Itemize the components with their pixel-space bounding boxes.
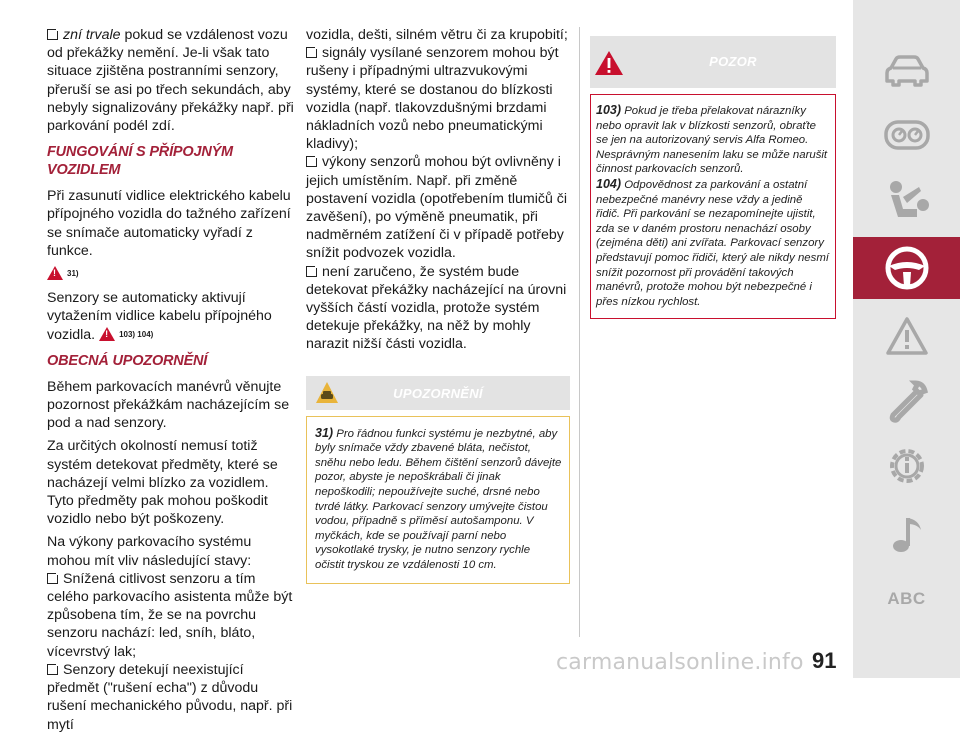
paragraph-general-3: Na výkony parkovacího systému mohou mít vliv následující stavy:	[47, 534, 252, 569]
car-icon	[883, 54, 931, 88]
sidebar-item-index[interactable]	[853, 568, 960, 630]
gear-info-icon	[884, 443, 930, 489]
bullet-ultrasonic-interference: signály vysílané senzorem mohou být rušeny i případnými ultrazvukovými systémy, které se dostanou do blízkosti vozidla (např. tlakovzdušnými brzdami nákladních vozů nebo pneumatickými kladivy);	[306, 45, 559, 153]
bullet-echo-interference: Senzory detekují neexistující předmět ("rušení echa") z důvodu rušení mechanického původu, např. při mytí	[47, 661, 293, 733]
warning-triangle-icon	[47, 266, 63, 280]
heading-general-warnings: OBECNÁ UPOZORNĚNÍ	[47, 352, 208, 369]
paragraph-trailer-1: Při zasunutí vidlice elektrického kabelu přípojného vozidla do tažného zařízení se snímače automaticky vyřadí z funkce.	[47, 188, 291, 259]
warning-103: 103) Pokud je třeba přelakovat nárazníky nebo opravit lak v blízkosti senzorů, obraťte se jen na autorizovaný servis Alfa Romeo. Nesprávným nanesením laku se může narušit činnost parkovacích senzorů.	[596, 103, 828, 176]
bullet-icon	[306, 156, 317, 167]
paragraph-continued: vozidla, dešti, silném větru či za krupobití;	[306, 27, 568, 43]
warning-box-header	[590, 36, 836, 88]
paragraph-sound-continuous: zní trvale pokud se vzdálenost vozu od překážky nemění. Je-li však tato situace zjištěna postranními senzory, přeruší se asi po třech sekundách, aby nebyly signalizovány překážky např. při parkování podél zdí.	[47, 27, 294, 135]
watermark: carmanualsonline.info	[556, 650, 804, 675]
warning-104: 104) Odpovědnost za parkování a ostatní nebezpečné manévry nese vždy a jedině řidič. Při parkování se nezapomínejte ujistit, zda se v daném prostoru nenachází osoby (zejména děti) ani zvířata. Parkovací senzory představují pomoc řidiči, který ale nikdy nesmí snížit pozornost při provádění takových manévrů, protože mohou být nebezpečné i přes nízkou rychlost.	[596, 176, 829, 308]
sidebar-item-emergency[interactable]	[853, 305, 960, 367]
sidebar-item-safety[interactable]	[853, 170, 960, 232]
bullet-icon	[306, 47, 317, 58]
sidebar-item-dashboard[interactable]	[853, 104, 960, 166]
note-box-header	[306, 376, 570, 410]
dashboard-gauges-icon	[883, 118, 931, 152]
sidebar-item-car[interactable]	[853, 40, 960, 102]
warning-triangle-icon	[99, 327, 115, 341]
paragraph-general-2: Za určitých okolností nemusí totiž systém detekovat předměty, které se nacházejí velmi blízko za vozidlem. Tyto předměty pak mohou poškodit vozidlo nebo být poškozeny.	[47, 438, 278, 528]
index-abc-label: ABC	[887, 589, 926, 608]
bullet-not-guaranteed: není zaručeno, že systém bude detekovat překážky nacházející na úrovni vyšších částí vozidla, protože systém detekuje překážky, na něž by mohly narazit nižší části vozidla.	[306, 263, 567, 353]
warning-box-body	[590, 94, 836, 319]
steering-wheel-icon	[883, 244, 931, 292]
ref-103-104[interactable]: 103) 104)	[119, 329, 154, 339]
bullet-icon	[47, 573, 58, 584]
music-note-icon	[887, 512, 927, 556]
ref-31[interactable]: !31)	[47, 265, 297, 283]
note-box-title: UPOZORNĚNÍ	[393, 385, 483, 401]
bullet-icon	[47, 29, 58, 40]
column-divider	[579, 27, 580, 637]
bullet-icon	[306, 266, 317, 277]
note-box-body: 31) Pro řádnou funkci systému je nezbytné, aby byly snímače vždy zbavené bláta, nečistot, sněhu nebo ledu. Během čištění senzorů dávejte pozor, abyste je nepoškrábali či jinak nepoškodili; nepoužívejte suché, drsné nebo tvrdé látky. Parkovací senzory umývejte čistou vodou, případně s příměsí autošamponu. V myčkách, kde se používají parní nebo vysokotlaké trysky, je nutno senzory rychle očistit tryskou ze vzdálenosti 10 cm.	[306, 416, 570, 584]
chapter-sidebar	[853, 0, 960, 678]
wrench-icon	[885, 379, 929, 423]
note-number: 31)	[315, 425, 334, 440]
paragraph-general-1: Během parkovacích manévrů věnujte pozornost překážkám nacházejícím se pod a nad senzory.	[47, 378, 290, 432]
bullet-sensor-position: výkony senzorů mohou být ovlivněny i jejich umístěním. Např. při změně postavení vozidla (opotřebením tlumičů či zavěšení), po výměně pneumatik, při nadměrném zatížení či v případě potřeby snížit podvozek vozidla.	[306, 154, 568, 262]
text-column-left	[47, 26, 297, 734]
sidebar-item-multimedia[interactable]	[853, 503, 960, 565]
warning-triangle-icon	[885, 316, 929, 356]
seat-airbag-icon	[883, 179, 931, 223]
text-column-middle	[306, 26, 570, 584]
bullet-reduced-sensitivity: Snížená citlivost senzoru a tím celého parkovacího asistenta může být způsobena tím, že se na povrchu senzoru nachází: led, sníh, bláto, vícevrstvý lak;	[47, 570, 293, 660]
sidebar-item-driving[interactable]	[853, 237, 960, 299]
bullet-icon	[47, 664, 58, 675]
warning-box-title: POZOR	[709, 54, 757, 69]
sidebar-item-technical-data[interactable]	[853, 435, 960, 497]
paragraph-trailer-2: Senzory se automaticky aktivují vytažením vidlice kabelu přípojného vozidla. ! 103) 104)	[47, 289, 297, 344]
sidebar-item-maintenance[interactable]	[853, 370, 960, 432]
heading-trailer-operation: FUNGOVÁNÍ S PŘÍPOJNÝM VOZIDLEM	[47, 144, 233, 179]
page-number: 91	[812, 648, 837, 673]
warning-box	[590, 36, 836, 319]
